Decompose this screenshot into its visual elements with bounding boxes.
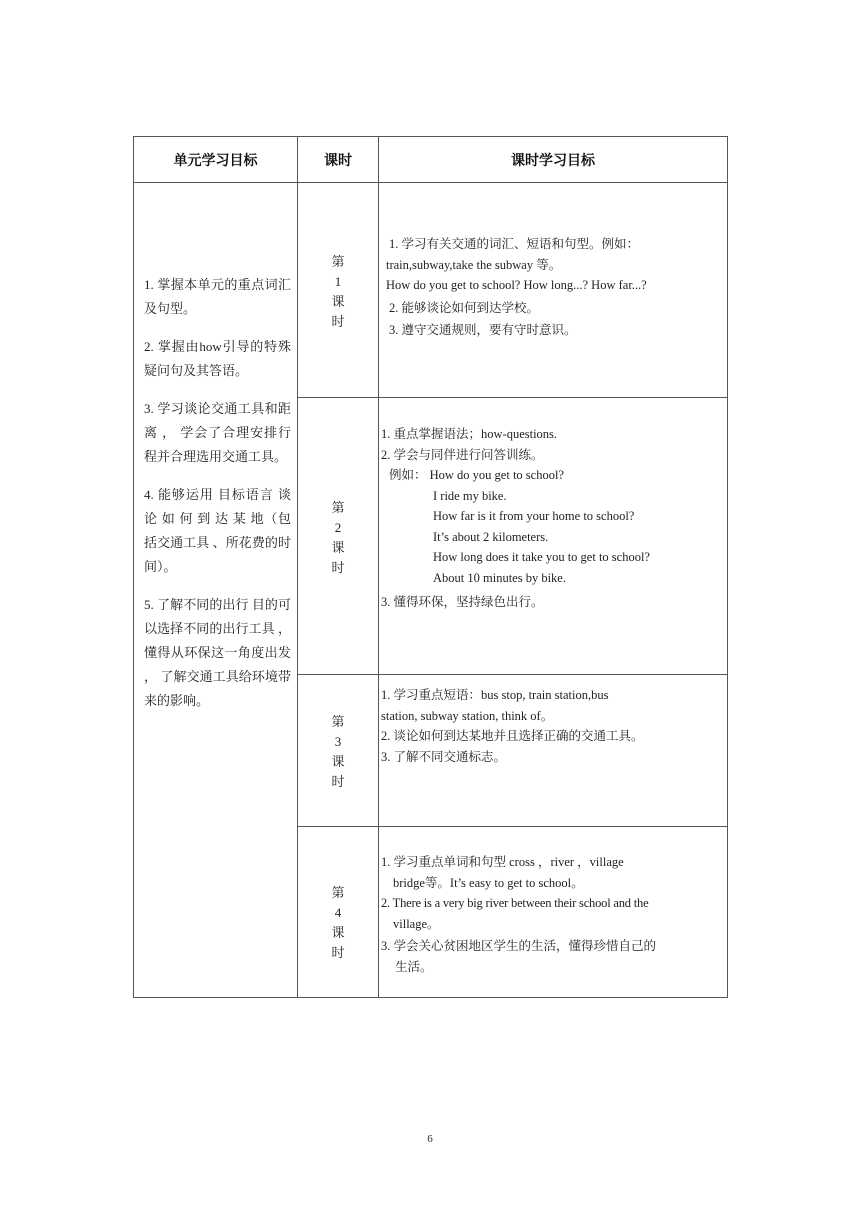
lesson-label-char: 课 xyxy=(331,925,345,940)
lesson-label-char: 3 xyxy=(334,734,342,749)
objective-line: How far is it from your home to school? xyxy=(433,509,635,523)
objective-line: 2. 谈论如何到达某地并且选择正确的交通工具。 xyxy=(381,729,644,743)
lesson2-bottom-border xyxy=(297,674,728,675)
objective-line: train,subway,take the subway 等。 xyxy=(386,257,562,272)
objective-line: How long does it take you to get to school? xyxy=(433,550,650,564)
objective-line: How do you get to school? How long...? How far...? xyxy=(386,278,647,292)
objective-line: It’s about 2 kilometers. xyxy=(433,529,549,544)
unit-goal-item: 2. 掌握由how引导的特殊疑问句及其答语。 xyxy=(144,339,291,378)
objective-line: 1. 学习重点短语：bus stop, train station,bus xyxy=(381,688,609,702)
lesson-1-objectives xyxy=(386,234,647,341)
unit-goals-cell xyxy=(144,273,291,727)
lesson-label-char: 第 xyxy=(331,714,345,729)
lesson3-bottom-border xyxy=(297,826,728,827)
objective-line: 1. 重点掌握语法；how-questions. xyxy=(381,427,558,441)
objective-line: 1. 学习有关交通的词汇、短语和句型。例如： xyxy=(389,237,640,251)
table-bottom-border xyxy=(133,997,728,998)
objective-line: station, subway station, think of。 xyxy=(381,708,554,723)
lesson-label-char: 第 xyxy=(331,500,345,515)
lesson-label-char: 课 xyxy=(331,540,345,555)
lesson-2-objectives xyxy=(381,424,650,613)
header-unit-goals: 单元学习目标 xyxy=(173,152,258,169)
objective-line: 2. There is a very big river between their school and the xyxy=(381,896,649,910)
header-lesson: 课时 xyxy=(324,152,352,169)
objective-line: 3. 懂得环保，坚持绿色出行。 xyxy=(381,595,544,609)
lesson-label-2 xyxy=(298,498,378,578)
header-lesson-goals: 课时学习目标 xyxy=(511,152,595,169)
objective-line: About 10 minutes by bike. xyxy=(433,570,566,585)
objective-line: 例如： How do you get to school? xyxy=(389,468,564,482)
page-number: 6 xyxy=(427,1133,433,1145)
objective-line: 2. 学会与同伴进行问答训练。 xyxy=(381,447,544,462)
lesson-label-char: 第 xyxy=(331,254,345,269)
header-bottom-border xyxy=(133,182,728,183)
lesson-label-char: 1 xyxy=(334,274,342,289)
unit-goal-item: 4. 能够运用 目标语言 谈 论 如 何 到 达 某 地（包括交通工具 、所花费的时间）。 xyxy=(144,487,291,574)
lesson-label-1 xyxy=(298,252,378,332)
lesson-label-3 xyxy=(298,712,378,792)
lesson-label-char: 时 xyxy=(331,314,345,329)
lesson-4-objectives xyxy=(381,852,656,977)
lesson-label-char: 时 xyxy=(331,560,345,575)
lesson-label-4 xyxy=(298,883,378,963)
objective-line: bridge等。It’s easy to get to school。 xyxy=(393,875,584,890)
objective-line: I ride my bike. xyxy=(433,488,507,503)
lesson1-bottom-border xyxy=(297,397,728,398)
objective-line: 生活。 xyxy=(395,959,433,974)
lesson-3-objectives xyxy=(381,685,644,767)
objective-line: village。 xyxy=(393,916,440,931)
lesson-label-char: 4 xyxy=(334,905,342,920)
lesson-label-char: 第 xyxy=(331,885,345,900)
lesson-label-char: 时 xyxy=(331,945,345,960)
lesson-label-char: 2 xyxy=(334,520,342,535)
unit-goal-item: 1. 掌握本单元的重点词汇及句型。 xyxy=(144,277,291,316)
objective-line: 2. 能够谈论如何到达学校。 xyxy=(389,300,540,315)
lesson-label-char: 时 xyxy=(331,774,345,789)
unit-goal-item: 3. 学习谈论交通工具和距离 ， 学会了合理安排行程并合理选用交通工具。 xyxy=(144,401,291,464)
table-right-border xyxy=(727,136,728,998)
column-divider-2 xyxy=(378,136,379,998)
lesson-label-char: 课 xyxy=(331,754,345,769)
unit-goal-item: 5. 了解不同的出行 目的可以选择不同的出行工具 ，懂得从环保这一角度出发 ， 了解交通工具给环境带来的影响。 xyxy=(144,597,291,708)
objective-line: 3. 遵守交通规则，要有守时意识。 xyxy=(389,323,577,337)
objective-line: 1. 学习重点单词和句型 cross ，river ，village xyxy=(381,855,624,869)
table-left-border xyxy=(133,136,134,998)
objective-line: 3. 了解不同交通标志。 xyxy=(381,749,507,764)
objective-line: 3. 学会关心贫困地区学生的生活，懂得珍惜自己的 xyxy=(381,939,657,953)
lesson-label-char: 课 xyxy=(331,294,345,309)
